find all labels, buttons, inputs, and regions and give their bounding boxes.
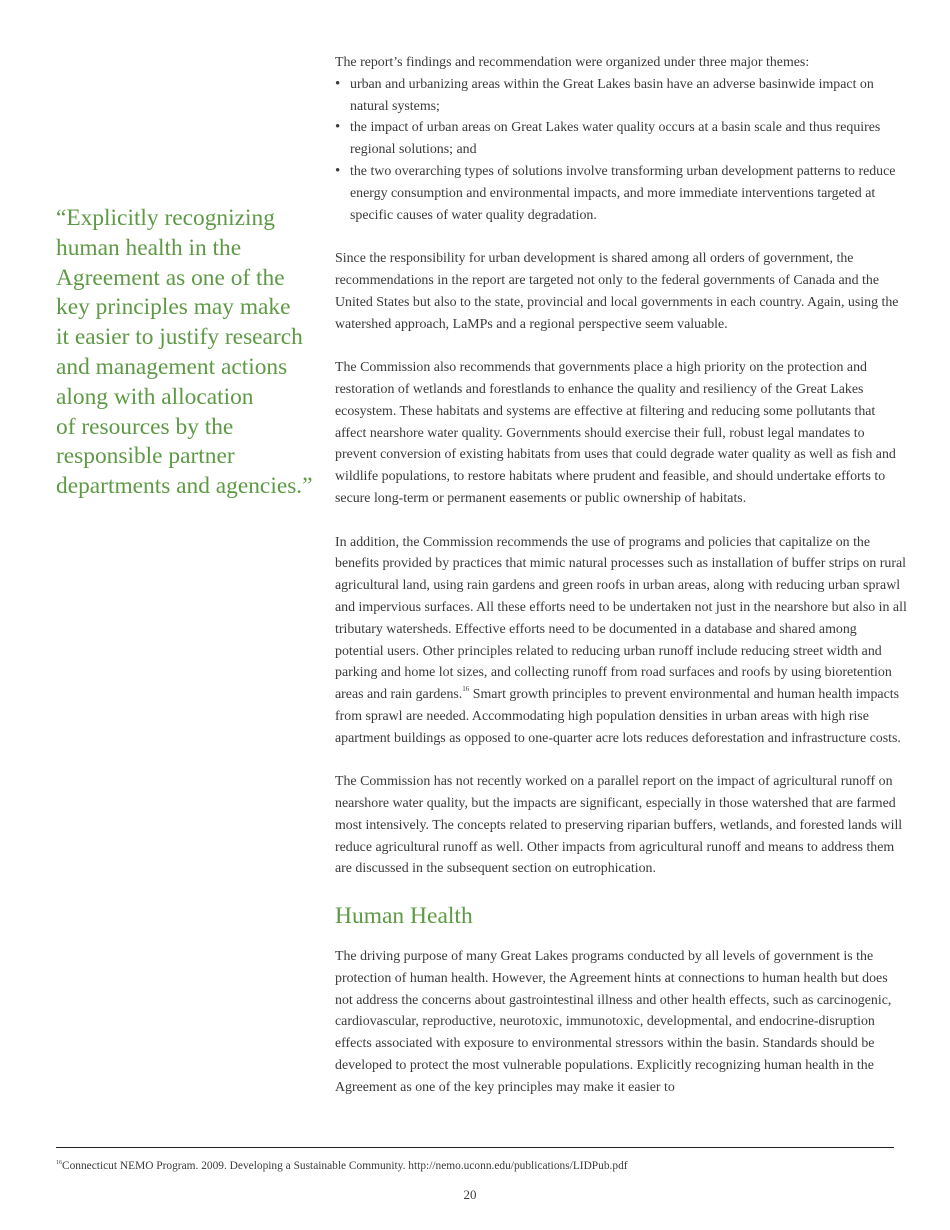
- pull-quote-line: and management actions: [56, 353, 288, 380]
- paragraph-agricultural-runoff: The Commission has not recently worked on a parallel report on the impact of agricultural runoff on nearshore water quality, but the impacts are significant, especially in those watershed that are farmed most intensively. The concepts related to preserving riparian buffers, wetlands, and forested lands will reduce agricultural runoff as well. Other impacts from agricultural runoff and means to address them are discussed in the subsequent section on eutrophication.: [335, 774, 903, 877]
- paragraph-responsibility: Since the responsibility for urban development is shared among all orders of government, the recommendations in the report are targeted not only to the federal governments of Canada and the United States but also to the state, provincial and local governments in each country. Again, using the watershed approach, LaMPs and a regional perspective seem valuable.: [335, 251, 899, 332]
- pull-quote-line: key principles may make: [56, 294, 291, 321]
- pull-quote-line: along with allocation: [56, 383, 254, 410]
- pull-quote-line: departments and agencies.”: [56, 473, 313, 500]
- list-item: • the impact of urban areas on Great Lakes water quality occurs at a basin scale and thus requires regional solutions; and: [335, 117, 907, 161]
- section-heading: Human Health: [335, 903, 473, 930]
- pull-quote-line: Agreement as one of the: [56, 264, 285, 291]
- pull-quote-line: it easier to justify research: [56, 324, 303, 351]
- pull-quote-line: human health in the: [56, 234, 242, 261]
- pull-quote: [56, 204, 318, 502]
- pull-quote-line: of resources by the: [56, 413, 234, 440]
- footnote-divider: [56, 1147, 894, 1148]
- main-text-column: [335, 52, 907, 1099]
- page-number: 20: [463, 1187, 477, 1202]
- paragraph-human-health: The driving purpose of many Great Lakes programs conducted by all levels of government is the protection of human health. However, the Agreement hints at connections to human health but does not address the concerns about gastrointestinal illness and other health effects, such as carcinogenic, cardiovascular, reproductive, neurotoxic, immunotoxic, developmental, and endocrine-disruption effects associated with exposure to environmental stressors within the basin. Standards should be developed to protect the most vulnerable populations. Explicitly recognizing human health in the Agreement as one of the key principles may make it easier to: [335, 949, 892, 1095]
- footnote-number: 16: [56, 1160, 62, 1166]
- footnote-text: Connecticut NEMO Program. 2009. Developing a Sustainable Community. http://nemo.uconn.edu/publications/LIDPub.pdf: [62, 1160, 628, 1172]
- paragraph-programs-text-b: Smart growth principles to prevent environmental and human health impacts from sprawl are needed. Accommodating high population densities in urban areas with high rise apartment buildings as opposed to one-quarter acre lots reduces deforestation and infrastructure costs.: [335, 687, 901, 746]
- paragraph-programs-text-a: In addition, the Commission recommends the use of programs and policies that capitalize on the benefits provided by practices that mimic natural processes such as installation of buffer strips on rural agricultural land, using rain gardens and green roofs in urban areas, along with reducing urban sprawl and impervious surfaces. All these efforts need to be undertaken not just in the nearshore but also in all tributary watersheds. Effective efforts need to be documented in a database and shared among potential users. Other principles related to reducing urban runoff include reducing street width and parking and home lot sizes, and collecting runoff from road surfaces and roofs by using bioretention areas and rain gardens.: [335, 534, 907, 703]
- list-item: • urban and urbanizing areas within the Great Lakes basin have an adverse basinwide impact on natural systems;: [335, 74, 907, 118]
- paragraph-programs: [335, 532, 907, 750]
- list-item: • the two overarching types of solutions involve transforming urban development patterns to reduce energy consumption and environmental impacts, and more immediate interventions targeted at specific causes of water quality degradation.: [335, 161, 907, 226]
- pull-quote-line: “Explicitly recognizing: [56, 205, 275, 231]
- footnote: [56, 1159, 628, 1174]
- footnote-reference: 16: [462, 685, 470, 694]
- themes-list: [335, 74, 907, 227]
- pull-quote-line: responsible partner: [56, 443, 235, 470]
- intro-paragraph: The report’s findings and recommendation were organized under three major themes:: [335, 55, 810, 70]
- paragraph-wetlands: The Commission also recommends that governments place a high priority on the protection and restoration of wetlands and forestlands to enhance the quality and resiliency of the Great Lakes ecosystem. These habitats and systems are effective at filtering and reducing some pollutants that affect nearshore water quality. Governments should exercise their full, robust legal mandates to prevent conversion of existing habitats from uses that could degrade water quality as well as fish and wildlife populations, to restore habitats where prudent and feasible, and should undertake efforts to secure long-term or permanent easements or public ownership of habitats.: [335, 360, 896, 506]
